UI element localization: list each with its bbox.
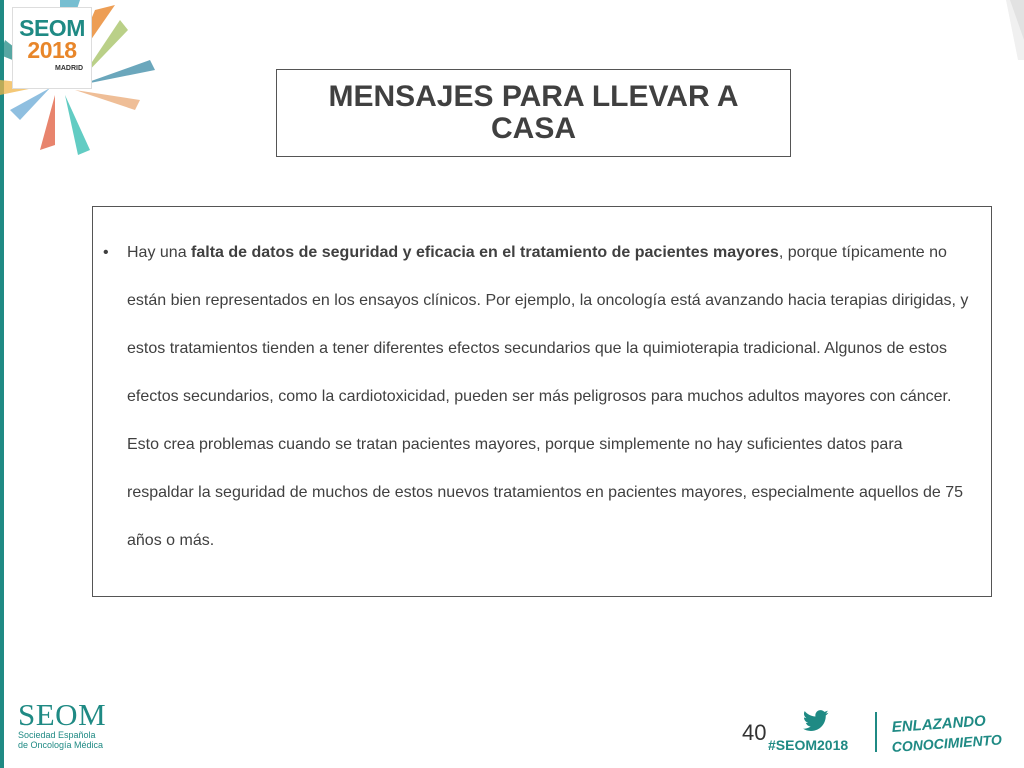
slide-title-box <box>276 69 791 157</box>
footer-divider <box>875 712 877 752</box>
bullet-text <box>127 229 973 565</box>
bullet-marker: • <box>103 244 109 261</box>
bullet-text-rest: , porque típicamente no están bien representados en los ensayos clínicos. Por ejemplo, la oncología está avanzando hacia terapias dirigidas, y estos tratamientos tienden a tener diferentes efectos secundarios que la quimioterapia tradicional. Algunos de estos efectos secundarios, como la cardiotoxicidad, pueden ser más peligrosos para muchos adultos mayores con cáncer. Esto crea problemas cuando se tratan pacientes mayores, porque simplemente no hay suficientes datos para respaldar la seguridad de muchos de estos nuevos tratamientos en pacientes mayores, especialmente aquellos de 75 años o más. <box>127 244 969 549</box>
bullet-text-intro: Hay una <box>127 244 192 261</box>
bullet-item <box>103 229 973 565</box>
slide-title: MENSAJES PARA LLEVAR A CASA <box>328 80 739 145</box>
content-box <box>92 206 992 597</box>
society-logo-wordmark: SEOM <box>18 697 107 732</box>
logo-city-text: MADRID <box>55 65 83 72</box>
slogan-logo <box>890 708 1015 756</box>
congress-logo <box>12 7 92 89</box>
slogan-line1: ENLAZANDO <box>891 712 987 737</box>
society-logo-sub1: Sociedad Española <box>18 730 96 740</box>
corner-decoration <box>996 0 1024 60</box>
logo-seom-text: SEOM <box>19 15 85 41</box>
twitter-bird-icon <box>803 710 829 732</box>
slogan-line2: CONOCIMIENTO <box>891 731 1003 756</box>
page-number: 40 <box>742 720 767 745</box>
hashtag-label: #SEOM2018 <box>768 737 849 753</box>
society-logo-sub2: de Oncología Médica <box>18 740 104 750</box>
bullet-text-bold: falta de datos de seguridad y eficacia en el tratamiento de pacientes mayores <box>191 244 779 261</box>
society-logo <box>18 697 128 760</box>
logo-year-text: 2018 <box>27 37 77 63</box>
